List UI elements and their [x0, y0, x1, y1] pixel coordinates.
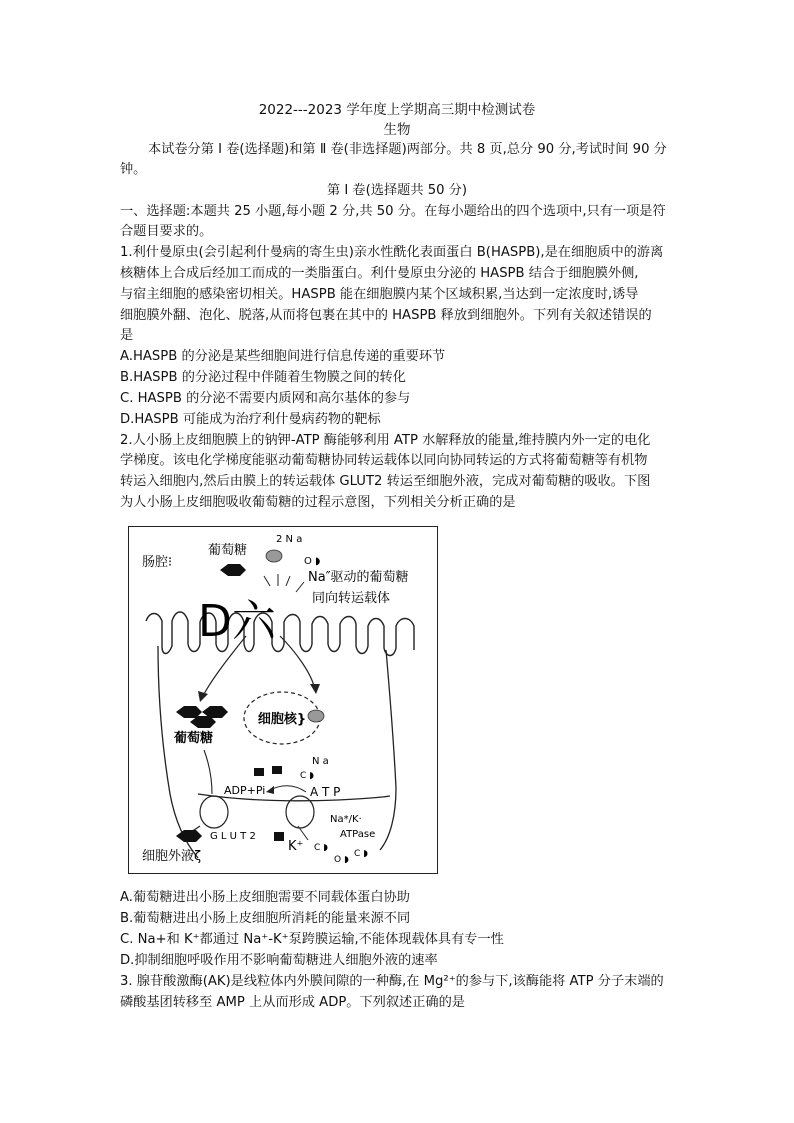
q1-option-d: D.HASPB 可能成为治疗利什曼病药物的靶标 [120, 412, 381, 427]
q3-stem-line: 磷酸基团转移至 AMP 上从而形成 ADP。下列叙述正确的是 [120, 995, 465, 1010]
q2-stem-line: 2.人小肠上皮细胞膜上的钠钾-ATP 酶能够利用 ATP 水解释放的能量,维持膜内外一定的电化 [120, 433, 651, 448]
o-mark-label: O ◗ [334, 855, 349, 865]
potassium-label: K⁺ [288, 839, 304, 854]
q2-stem-line: 学梯度。该电化学梯度能驱动葡萄糖协同转运载体以同向协同转运的方式将葡萄糖等有机物 [120, 453, 648, 468]
section-heading-line2: 合题目要求的。 [120, 224, 213, 239]
carrier-label-line1: Na″驱动的葡萄糖 [308, 570, 409, 585]
q1-option-b: B.HASPB 的分泌过程中伴随着生物膜之间的转化 [120, 370, 406, 385]
glut2-label: G L U T 2 [210, 831, 256, 842]
exam-subject: 生物 [383, 122, 411, 138]
q2-option-a: A.葡萄糖进出小肠上皮细胞需要不同载体蛋白协助 [120, 890, 410, 905]
c-mark-label: C ◗ [300, 771, 314, 781]
q1-option-c: C. HASPB 的分泌不需要内质网和高尔基体的参与 [120, 391, 411, 406]
glucose-absorption-diagram [128, 526, 438, 874]
exam-title: 2022---2023 学年度上学期高三期中检测试卷 [258, 102, 536, 118]
q3-stem-line: 3. 腺苷酸激酶(AK)是线粒体内外膜间隙的一种酶,在 Mg²⁺的参与下,该酶能将 ATP 分子末端的 [120, 974, 664, 989]
c-mark-label: C ◗ [354, 849, 368, 859]
c-mark-label: C ◗ [314, 843, 328, 853]
section-heading-line1: 一、选择题:本题共 25 小题,每小题 2 分,共 50 分。在每小题给出的四个选项中,只有一项是符 [120, 204, 666, 219]
cotransporter-glyph: D六 [198, 596, 276, 647]
glucose-top-label: 葡萄糖 [208, 543, 248, 558]
pump-label-line1: Na*/K· [330, 814, 362, 825]
q2-option-d: D.抑制细胞呼吸作用不影响葡萄糖进人细胞外液的速率 [120, 953, 438, 968]
o-mark: O ◗ [304, 556, 321, 567]
nucleus-label: 细胞核} [257, 712, 307, 727]
sodium-small-label: N a [312, 756, 329, 767]
q2-stem-line: 转运入细胞内,然后由膜上的转运载体 GLUT2 转运至细胞外液，完成对葡萄糖的吸收。下图 [120, 474, 651, 489]
potassium-ion-marker [254, 768, 264, 776]
sodium-ion-marker [308, 710, 324, 722]
carrier-label-line2: 同向转运载体 [312, 591, 391, 606]
q1-stem-line: 是 [120, 328, 134, 343]
q2-option-c: C. Na+和 K⁺都通过 Na⁺-K⁺泵跨膜运输,不能体现载体具有专一性 [120, 932, 504, 947]
sodium-ion-marker [266, 550, 282, 562]
adp-label: ADP+Pi [224, 784, 266, 797]
extracellular-label: 细胞外液ζ [142, 849, 202, 864]
q1-option-a: A.HASPB 的分泌是某些细胞间进行信息传递的重要环节 [120, 349, 446, 364]
atp-label: A T P [310, 785, 341, 799]
two-na-label: 2 N a [276, 534, 303, 545]
potassium-ion-marker [274, 832, 284, 841]
exam-intro-line2: 钟。 [120, 162, 147, 177]
pump-label-line2: ATPase [340, 829, 376, 840]
q1-stem-line: 核糖体上合成后经加工而成的一类脂蛋白。利什曼原虫分泌的 HASPB 结合于细胞膜外侧, [120, 266, 639, 281]
q2-stem-line: 为人小肠上皮细胞吸收葡萄糖的过程示意图，下列相关分析正确的是 [120, 495, 516, 510]
q2-option-b: B.葡萄糖进出小肠上皮细胞所消耗的能量来源不同 [120, 911, 411, 926]
part1-title: 第 I 卷(选择题共 50 分) [326, 183, 468, 198]
q1-stem-line: 细胞膜外翻、泡化、脱落,从而将包裹在其中的 HASPB 释放到细胞外。下列有关叙述错误的 [120, 308, 652, 323]
potassium-ion-marker [272, 766, 282, 774]
lumen-label: 肠腔⁝ [142, 555, 173, 570]
q1-stem-line: 与宿主细胞的感染密切相关。HASPB 能在细胞膜内某个区域积累,当达到一定浓度时,诱导 [120, 287, 639, 302]
q1-stem-line: 1.利什曼原虫(会引起利什曼病的寄生虫)亲水性酰化表面蛋白 B(HASPB),是在细胞质中的游离 [120, 245, 664, 260]
glucose-inside-label: 葡萄糖 [174, 731, 214, 746]
exam-intro-line1: 本试卷分第 I 卷(选择题)和第 Ⅱ 卷(非选择题)两部分。共 8 页,总分 90 分,考试时间 90 分 [148, 142, 667, 157]
